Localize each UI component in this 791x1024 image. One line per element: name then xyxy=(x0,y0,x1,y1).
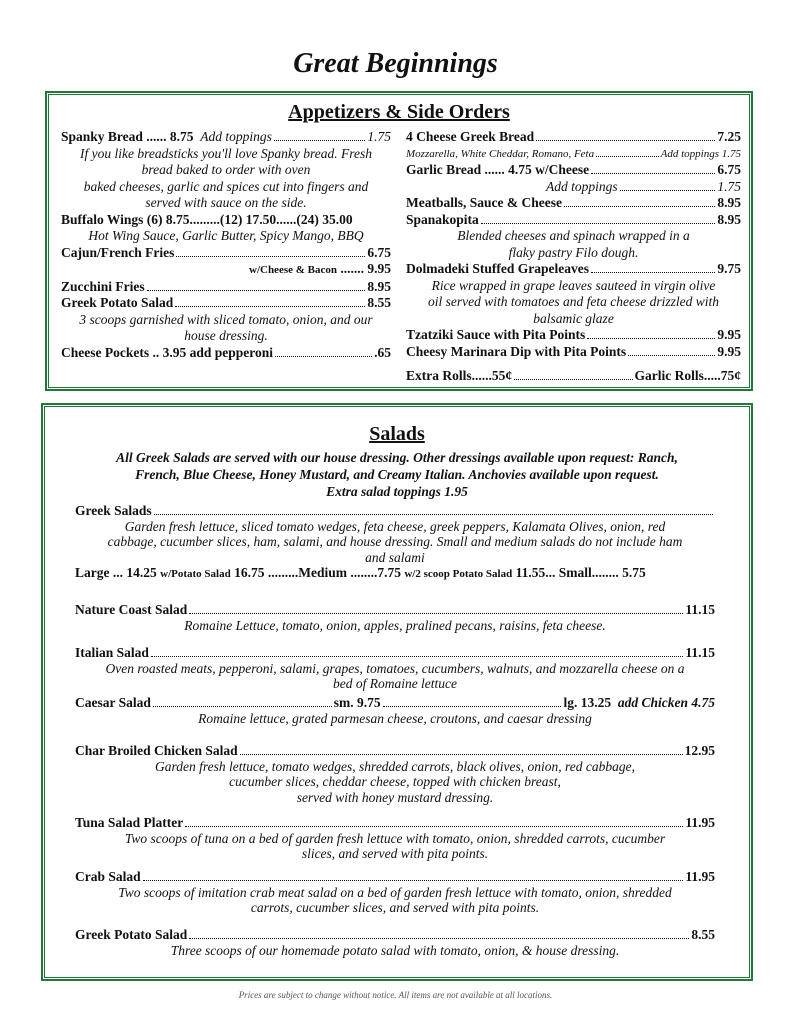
page-title: Great Beginnings xyxy=(293,48,498,79)
menu-item: Cheese Pockets .. 3.95 add pepperoni .65 xyxy=(61,344,391,360)
menu-item: Crab Salad 11.95 Two scoops of imitation crab meat salad on a bed of garden fresh lettuce with tomato, onion, shredded carrots, cucumber slices, and served with pita points. xyxy=(75,869,715,915)
menu-item: Spanky Bread ...... 8.75 Add toppings 1.75 xyxy=(61,129,391,144)
appetizers-right-column xyxy=(406,129,741,385)
menu-item: Cajun/French Fries 6.75 xyxy=(61,244,391,260)
menu-item: Greek Potato Salad 8.55 Three scoops of our homemade potato salad with tomato, onion, & house dressing. xyxy=(75,927,715,958)
salads-intro: All Greek Salads are served with our house dressing. Other dressings available upon request: Ranch, French, Blue Cheese, Honey Mustard, and Creamy Italian. Anchovies available upon request. Extra salad toppings 1.95 xyxy=(116,450,678,499)
menu-item: Italian Salad 11.15 Oven roasted meats, pepperoni, salami, grapes, tomatoes, cucumbers, walnuts, and mozzarella cheese on a bed of Romaine lettuce xyxy=(75,645,715,691)
item-description: Blended cheeses and spinach wrapped in a flaky pastry Filo dough. xyxy=(457,228,690,260)
item-description: Mozzarella, White Cheddar, Romano, Feta Add toppings 1.75 xyxy=(406,147,741,160)
item-description: Hot Wing Sauce, Garlic Butter, Spicy Mango, BBQ xyxy=(88,228,364,243)
menu-item: Dolmadeki Stuffed Grapeleaves 9.75 xyxy=(406,261,741,276)
menu-item: Buffalo Wings (6) 8.75 ......... (12) 17.50 ...... (24) 35.00 xyxy=(61,211,353,227)
menu-item: Tzatziki Sauce with Pita Points 9.95 xyxy=(406,327,741,342)
item-description: 3 scoops garnished with sliced tomato, onion, and our house dressing. xyxy=(79,311,373,343)
appetizers-left-column xyxy=(61,129,391,361)
footer-note: Prices are subject to change without notice. All items are not available at all locations. xyxy=(238,990,553,1000)
menu-item: Caesar Salad sm. 9.75 lg. 13.25 add Chicken 4.75 Romaine lettuce, grated parmesan cheese, croutons, and caesar dressing xyxy=(75,695,716,726)
menu-item: Extra Rolls......55¢ Garlic Rolls.....75¢ xyxy=(406,368,741,383)
salads-box xyxy=(42,404,752,980)
menu-item: Nature Coast Salad 11.15 Romaine Lettuce, tomato, onion, apples, pralined pecans, raisins, feta cheese. xyxy=(75,602,715,633)
menu-item: Zucchini Fries 8.95 xyxy=(61,278,391,294)
appetizers-box xyxy=(46,92,752,390)
appetizers-heading: Appetizers & Side Orders xyxy=(288,101,510,123)
menu-item: Cheesy Marinara Dip with Pita Points 9.95 xyxy=(406,343,741,359)
menu-item: Greek Potato Salad 8.55 xyxy=(61,295,391,310)
item-description: Rice wrapped in grape leaves sauteed in virgin olive oil served with tomatoes and feta cheese drizzled with balsamic glaze xyxy=(428,277,719,326)
item-toppings: Add toppings 1.75 xyxy=(546,178,741,194)
menu-item: w/Cheese & Bacon ....... 9.95 xyxy=(249,261,391,276)
salads-heading: Salads xyxy=(369,423,425,445)
menu-item: Garlic Bread ...... 4.75 w/Cheese 6.75 xyxy=(406,162,741,177)
menu-item: Char Broiled Chicken Salad 12.95 Garden fresh lettuce, tomato wedges, shredded carrots, black olives, onion, red cabbage, cucumber slices, cheddar cheese, topped with chicken breast, served with honey mustard dressing. xyxy=(75,743,715,805)
menu-item-greek-salads: Greek Salads Garden fresh lettuce, sliced tomato wedges, feta cheese, greek peppers, Kalamata Olives, onion, red cabbage, cucumber slices, ham, salami, and house dressing. Small and medium salads do not include ham and salami Large ... 14.25 w/Potato Salad 16.75 .........Medium ........7.75 w/2 scoop Potato Salad 11.55... Small........ 5.75 xyxy=(75,503,715,583)
menu-item: Tuna Salad Platter 11.95 Two scoops of tuna on a bed of garden fresh lettuce with tomato, onion, shredded carrots, cucumber slices, and served with pita points. xyxy=(75,815,715,861)
menu-item: 4 Cheese Greek Bread 7.25 xyxy=(406,129,741,144)
menu-item: Spanakopita 8.95 xyxy=(406,211,741,227)
menu-item: Meatballs, Sauce & Cheese 8.95 xyxy=(406,195,741,210)
item-description: If you like breadsticks you'll love Spanky bread. Fresh bread baked to order with oven baked cheeses, garlic and spices cut into fingers and served with sauce on the side. xyxy=(80,145,372,210)
